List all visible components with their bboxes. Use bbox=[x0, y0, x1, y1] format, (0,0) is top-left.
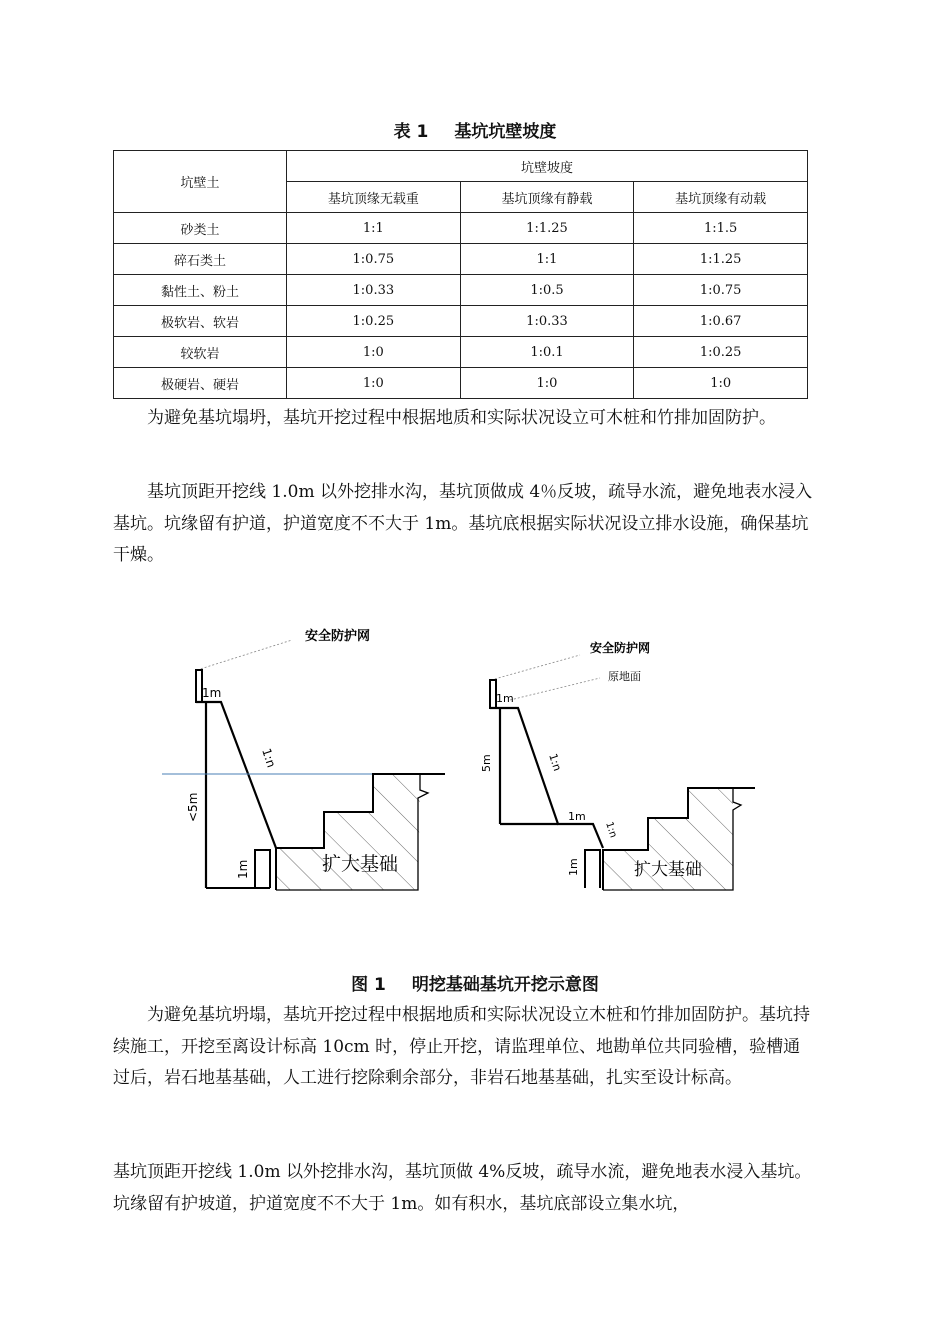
table-cell: 1:0 bbox=[460, 368, 634, 399]
left-step bbox=[255, 850, 270, 888]
table-cell: 1:0.5 bbox=[460, 275, 634, 306]
left-net-label: 安全防护网 bbox=[305, 629, 371, 644]
right-foundation-label: 扩大基础 bbox=[634, 860, 702, 880]
table-cell: 1:1.25 bbox=[460, 213, 634, 244]
table-cell: 碎石类土 bbox=[114, 244, 287, 275]
left-slope-line bbox=[196, 702, 279, 848]
paragraph-drainage-2: 基坑顶距开挖线 1.0m 以外挖排水沟，基坑顶做 4%反坡，疏导水流，避免地表水浸入基坑。坑缘留有护坡道，护道宽度不不大于 1m。如有积水，基坑底部设立集水坑， bbox=[113, 1162, 812, 1214]
ground-leader-line bbox=[510, 678, 600, 700]
right-mid-berm-label: 1m bbox=[568, 810, 586, 823]
left-excavation-diagram bbox=[162, 628, 445, 890]
table-cell: 较软岩 bbox=[114, 337, 287, 368]
table-cell: 1:0.75 bbox=[287, 244, 461, 275]
table-cell: 1:0.1 bbox=[460, 337, 634, 368]
table-row bbox=[114, 213, 808, 244]
right-excavation-diagram bbox=[480, 640, 755, 890]
table-row bbox=[114, 306, 808, 337]
left-foundation-label: 扩大基础 bbox=[322, 853, 399, 875]
table-row bbox=[114, 275, 808, 306]
table-cell: 1:0.75 bbox=[634, 275, 808, 306]
right-step bbox=[585, 850, 600, 888]
left-berm-label: 1m bbox=[202, 686, 222, 700]
left-depth-label: <5m bbox=[186, 792, 200, 822]
right-slope-label-upper: 1:n bbox=[546, 751, 564, 773]
right-slope-line bbox=[490, 708, 603, 848]
right-slope-label-lower: 1:n bbox=[603, 820, 619, 840]
paragraph-reinforcement: 为避免基坑塌坍，基坑开挖过程中根据地质和实际状况设立可木桩和竹排加固防护。 bbox=[147, 408, 776, 428]
table-row bbox=[114, 337, 808, 368]
table-cell: 1:0 bbox=[287, 337, 461, 368]
net-leader-line bbox=[197, 640, 292, 670]
table-caption bbox=[0, 117, 950, 142]
paragraph-drainage: 基坑顶距开挖线 1.0m 以外挖排水沟，基坑顶做成 4％反坡，疏导水流，避免地表水浸入基坑。坑缘留有护道，护道宽度不不大于 1m。基坑底根据实际状况设立排水设施，确保基坑干燥。 bbox=[113, 482, 813, 565]
table-cell: 1:1.25 bbox=[634, 244, 808, 275]
left-slope-label: 1:n bbox=[259, 746, 279, 770]
right-step-label: 1m bbox=[567, 858, 580, 876]
table-cell: 1:0 bbox=[287, 368, 461, 399]
table-cell: 1:0 bbox=[634, 368, 808, 399]
right-depth-label: 5m bbox=[480, 754, 493, 772]
paragraph-inspection: 为避免基坑坍塌，基坑开挖过程中根据地质和实际状况设立木桩和竹排加固防护。基坑持续施工，开挖至离设计标高 10cm 时，停止开挖，请监理单位、地勘单位共同验槽，验槽通过后，岩石地基基础，人工进行挖除剩余部分，非岩石地基基础，扎实至设计标高。 bbox=[113, 1005, 810, 1088]
table-cell: 1:0.25 bbox=[287, 306, 461, 337]
figure-caption-title: 明挖基础基坑开挖示意图 bbox=[411, 975, 599, 995]
excavation-diagram bbox=[0, 600, 950, 930]
slope-table bbox=[113, 150, 808, 399]
table-caption-title: 基坑坑壁坡度 bbox=[454, 122, 557, 142]
header-no-load: 基坑顶缘无载重 bbox=[287, 182, 461, 213]
table-header-row bbox=[114, 151, 808, 182]
table-cell: 极软岩、软岩 bbox=[114, 306, 287, 337]
table-cell: 1:0.67 bbox=[634, 306, 808, 337]
right-net-leader-line bbox=[491, 655, 580, 680]
right-net-label: 安全防护网 bbox=[590, 641, 651, 655]
table-cell: 1:0.33 bbox=[460, 306, 634, 337]
figure-caption-number: 图 1 bbox=[351, 975, 386, 995]
table-cell: 砂类土 bbox=[114, 213, 287, 244]
table-row bbox=[114, 244, 808, 275]
table-cell: 1:1 bbox=[460, 244, 634, 275]
table-cell: 1:1 bbox=[287, 213, 461, 244]
table-cell: 1:0.25 bbox=[634, 337, 808, 368]
table-cell: 极硬岩、硬岩 bbox=[114, 368, 287, 399]
header-slope-group: 坑壁坡度 bbox=[287, 151, 808, 182]
header-soil-type: 坑壁土 bbox=[114, 151, 287, 213]
table-cell: 黏性土、粉土 bbox=[114, 275, 287, 306]
table-cell: 1:0.33 bbox=[287, 275, 461, 306]
table-cell: 1:1.5 bbox=[634, 213, 808, 244]
right-berm-label: 1m bbox=[496, 692, 514, 705]
header-static-load: 基坑顶缘有静载 bbox=[460, 182, 634, 213]
figure-caption bbox=[0, 970, 950, 995]
table-row bbox=[114, 368, 808, 399]
right-ground-label: 原地面 bbox=[608, 670, 641, 683]
table-caption-number: 表 1 bbox=[393, 122, 429, 142]
header-dynamic-load: 基坑顶缘有动载 bbox=[634, 182, 808, 213]
left-step-label: 1m bbox=[236, 859, 250, 879]
